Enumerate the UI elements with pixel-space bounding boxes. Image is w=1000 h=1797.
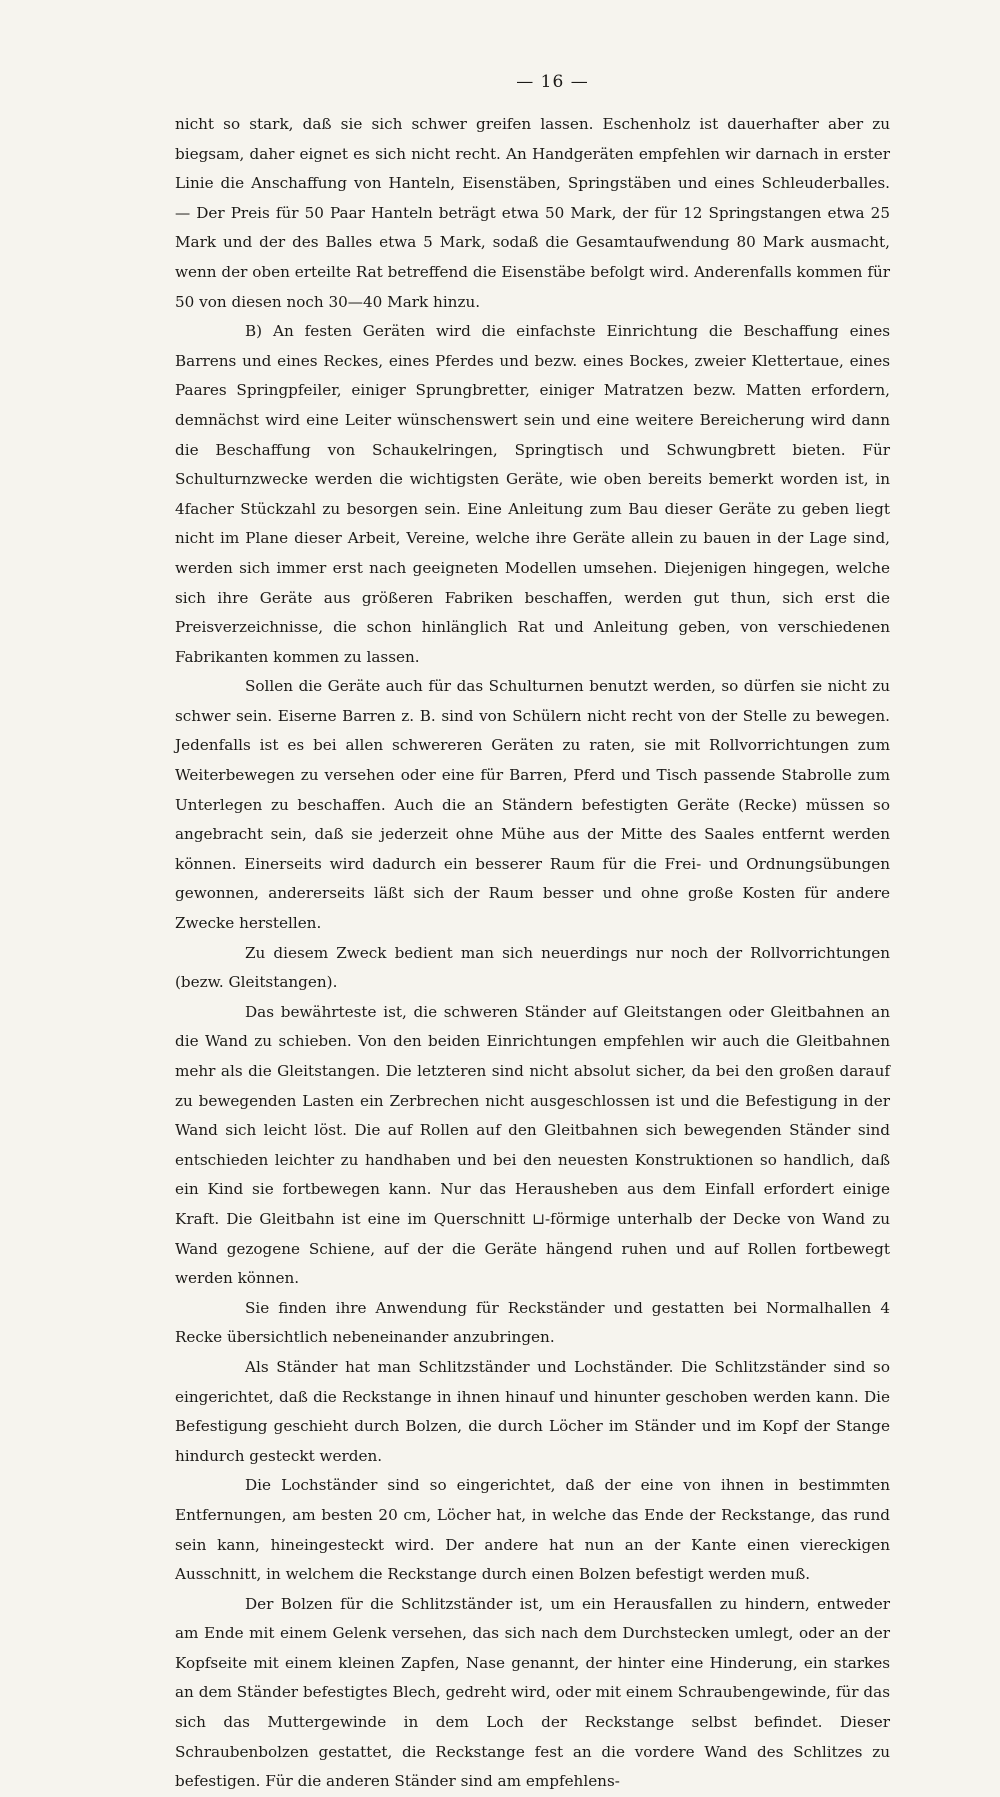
paragraph-8: Die Lochständer sind so eingerichtet, daß der eine von ihnen in bestimmten Entfernungen, am besten 20 cm, Löcher hat, in welche das Ende der Reckstange, das rund sein kann, hineingesteckt wird. Der andere hat nun an der Kante einen viereckigen Ausschnitt, in welchem die Reckstange durch einen Bolzen befestigt werden muß.	[175, 1476, 890, 1584]
paragraph-2: B) An festen Geräten wird die einfachste Einrichtung die Beschaffung eines Barrens und eines Reckes, eines Pferdes und bezw. eines Bockes, zweier Klettertaue, eines Paares Springpfeiler, einiger Sprungbretter, einiger Matratzen bezw. Matten erfordern, demnächst wird eine Leiter wünschenswert sein und eine weitere Bereicherung wird dann die Beschaffung von Schaukelringen, Springtisch und Schwungbrett bieten. Für Schulturnzwecke werden die wichtigsten Geräte, wie oben bereits bemerkt worden ist, in 4facher Stückzahl zu besorgen sein. Eine Anleitung zum Bau dieser Geräte zu geben liegt nicht im Plane dieser Arbeit, Vereine, welche ihre Geräte allein zu bauen in der Lage sind, werden sich immer erst nach geeigneten Modellen umsehen. Diejenigen hingegen, welche sich ihre Geräte aus größeren Fabriken beschaffen, werden gut thun, sich erst die Preisverzeichnisse, die schon hinlänglich Rat und Anleitung geben, von verschiedenen Fabrikanten kommen zu lassen.	[175, 322, 890, 666]
page-number: — 16 —	[516, 72, 589, 92]
paragraph-3: Sollen die Geräte auch für das Schulturnen benutzt werden, so dürfen sie nicht zu schwer sein. Eiserne Barren z. B. sind von Schülern nicht recht von der Stelle zu bewegen. Jedenfalls ist es bei allen schwereren Geräten zu raten, sie mit Rollvorrichtungen zum Weiterbewegen zu versehen oder eine für Barren, Pferd und Tisch passende Stabrolle zum Unterlegen zu beschaffen. Auch die an Ständern befestigten Geräte (Recke) müssen so angebracht sein, daß sie jederzeit ohne Mühe aus der Mitte des Saales entfernt werden können. Einerseits wird dadurch ein besserer Raum für die Frei- und Ordnungsübungen gewonnen, andererseits läßt sich der Raum besser und ohne große Kosten für andere Zwecke herstellen.	[175, 677, 890, 933]
paragraph-7: Als Ständer hat man Schlitzständer und Lochständer. Die Schlitzständer sind so eingerichtet, daß die Reckstange in ihnen hinauf und hinunter geschoben werden kann. Die Befestigung geschieht durch Bolzen, die durch Löcher im Ständer und im Kopf der Stange hindurch gesteckt werden.	[175, 1357, 890, 1465]
paragraph-6: Sie finden ihre Anwendung für Reckständer und gestatten bei Normalhallen 4 Recke übersichtlich nebeneinander anzubringen.	[175, 1298, 890, 1347]
paragraph-5: Das bewährteste ist, die schweren Ständer auf Gleitstangen oder Gleitbahnen an die Wand zu schieben. Von den beiden Einrichtungen empfehlen wir auch die Gleitbahnen mehr als die Gleitstangen. Die letzteren sind nicht absolut sicher, da bei den großen darauf zu bewegenden Lasten ein Zerbrechen nicht ausgeschlossen ist und die Befestigung in der Wand sich leicht löst. Die auf Rollen auf den Gleitbahnen sich bewegenden Ständer sind entschieden leichter zu handhaben und bei den neuesten Konstruktionen so handlich, daß ein Kind sie fortbewegen kann. Nur das Herausheben aus dem Einfall erfordert einige Kraft. Die Gleitbahn ist eine im Querschnitt ⊔-förmige unterhalb der Decke von Wand zu Wand gezogene Schiene, auf der die Geräte hängend ruhen und auf Rollen fortbewegt werden können.	[175, 1002, 890, 1288]
paragraph-9: Der Bolzen für die Schlitzständer ist, um ein Herausfallen zu hindern, entweder am Ende mit einem Gelenk versehen, das sich nach dem Durchstecken umlegt, oder an der Kopfseite mit einem kleinen Zapfen, Nase genannt, der hinter eine Hinderung, ein starkes an dem Ständer befestigtes Blech, gedreht wird, oder mit einem Schraubengewinde, für das sich das Muttergewinde in dem Loch der Reckstange selbst befindet. Dieser Schraubenbolzen gestattet, die Reckstange fest an die vordere Wand des Schlitzes zu befestigen. Für die anderen Ständer sind am empfehlens-	[175, 1594, 890, 1791]
paragraph-1: nicht so stark, daß sie sich schwer greifen lassen. Eschenholz ist dauerhafter aber zu biegsam, daher eignet es sich nicht recht. An Handgeräten empfehlen wir darnach in erster Linie die Anschaffung von Hanteln, Eisenstäben, Springstäben und eines Schleuderballes. — Der Preis für 50 Paar Hanteln beträgt etwa 50 Mark, der für 12 Springstangen etwa 25 Mark und der des Balles etwa 5 Mark, sodaß die Gesamtaufwendung 80 Mark ausmacht, wenn der oben erteilte Rat betreffend die Eisenstäbe befolgt wird. Anderenfalls kommen für 50 von diesen noch 30—40 Mark hinzu.	[175, 115, 890, 311]
paragraph-4: Zu diesem Zweck bedient man sich neuerdings nur noch der Rollvorrichtungen (bezw. Gleitstangen).	[175, 943, 890, 992]
body-text	[175, 110, 890, 1797]
